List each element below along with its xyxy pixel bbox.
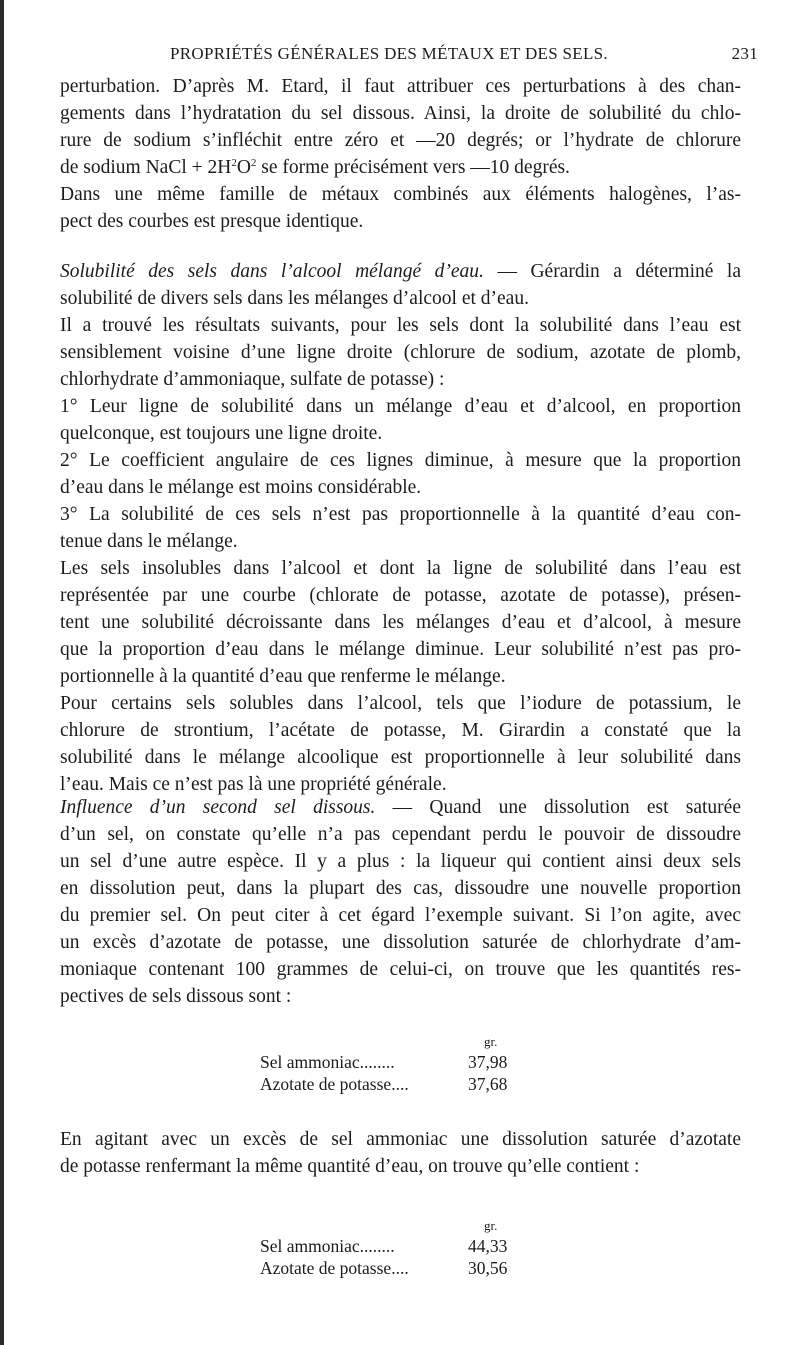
text-line: perturbation. D’après M. Etard, il faut attribuer ces perturbations à des chan- bbox=[60, 76, 741, 97]
text-line-formula: de sodium NaCl + $2H^2O^2$ se forme précisément vers —10 degrés. bbox=[60, 157, 570, 178]
text-line: Pour certains sels solubles dans l’alcool, tels que l’iodure de potassium, le bbox=[60, 693, 741, 714]
text-line: chlorhydrate d’ammoniaque, sulfate de potasse) : bbox=[60, 369, 445, 390]
text-line: portionnelle à la quantité d’eau que renferme le mélange. bbox=[60, 666, 506, 687]
text-line: En agitant avec un excès de sel ammoniac une dissolution saturée d’azotate bbox=[60, 1129, 741, 1150]
text-line: d’eau dans le mélange est moins considérable. bbox=[60, 477, 422, 498]
text-line: rure de sodium s’infléchit entre zéro et —20 degrés; or l’hydrate de chlorure bbox=[60, 130, 741, 151]
solubility-table-2 bbox=[260, 1218, 508, 1279]
text-line: tenue dans le mélange. bbox=[60, 531, 238, 552]
text-line: du premier sel. On peut citer à cet égard l’exemple suivant. Si l’on agite, avec bbox=[60, 905, 741, 926]
text-line: un excès d’azotate de potasse, une dissolution saturée de chlorhydrate d’am- bbox=[60, 932, 741, 953]
section-heading-line: Solubilité des sels dans l’alcool mélangé d’eau. — Gérardin a déterminé la bbox=[60, 261, 741, 282]
text-line: solubilité de divers sels dans les mélanges d’alcool et d’eau. bbox=[60, 288, 529, 309]
table-label: Azotate de potasse.... bbox=[260, 1074, 409, 1094]
paragraph-etard bbox=[60, 73, 741, 181]
section-alcool bbox=[60, 258, 741, 798]
section-heading: Influence d’un second sel dissous. bbox=[60, 797, 376, 818]
table-value: 37,68 bbox=[468, 1074, 508, 1094]
page-number: 231 bbox=[731, 44, 758, 63]
table-row bbox=[260, 1073, 508, 1095]
section-heading: Solubilité des sels dans l’alcool mélangé d’eau. bbox=[60, 261, 484, 282]
table-label: Azotate de potasse.... bbox=[260, 1258, 409, 1278]
text-line: pect des courbes est presque identique. bbox=[60, 211, 364, 232]
text-line: pectives de sels dissous sont : bbox=[60, 986, 292, 1007]
table-row bbox=[260, 1257, 508, 1279]
text-line: 3° La solubilité de ces sels n’est pas proportionnelle à la quantité d’eau con- bbox=[60, 504, 741, 525]
text-line: gements dans l’hydratation du sel dissous. Ainsi, la droite de solubilité du chlo- bbox=[60, 103, 741, 124]
section-second-sel bbox=[60, 794, 741, 1010]
table-label: Sel ammoniac........ bbox=[260, 1236, 395, 1256]
text-line: sensiblement voisine d’une ligne droite (chlorure de sodium, azotate de plomb, bbox=[60, 342, 741, 363]
text-line: quelconque, est toujours une ligne droite. bbox=[60, 423, 383, 444]
text-line: 1° Leur ligne de solubilité dans un mélange d’eau et d’alcool, en proportion bbox=[60, 396, 741, 417]
section-heading-line: Influence d’un second sel dissous. — Quand une dissolution est saturée bbox=[60, 797, 741, 818]
table-row bbox=[260, 1051, 508, 1073]
text-line: Dans une même famille de métaux combinés aux éléments halogènes, l’as- bbox=[60, 184, 741, 205]
table-value: 44,33 bbox=[468, 1236, 508, 1256]
text-line: solubilité dans le mélange alcoolique est proportionnelle à leur solubilité dans bbox=[60, 747, 741, 768]
text-line: représentée par une courbe (chlorate de potasse, azotate de potasse), présen- bbox=[60, 585, 741, 606]
unit-label: gr. bbox=[484, 1034, 498, 1049]
solubility-table-1 bbox=[260, 1034, 508, 1095]
running-header bbox=[60, 44, 758, 68]
paragraph-halogen bbox=[60, 181, 741, 235]
text-line: un sel d’une autre espèce. Il y a plus : la liqueur qui contient ainsi deux sels bbox=[60, 851, 741, 872]
paragraph-sel-ammoniac bbox=[60, 1126, 741, 1180]
text-line: 2° Le coefficient angulaire de ces lignes diminue, à mesure que la proportion bbox=[60, 450, 741, 471]
text-line: de potasse renfermant la même quantité d’eau, on trouve qu’elle contient : bbox=[60, 1156, 640, 1177]
text-line: chlorure de strontium, l’acétate de potasse, M. Girardin a constaté que la bbox=[60, 720, 741, 741]
text-line: Les sels insolubles dans l’alcool et dont la ligne de solubilité dans l’eau est bbox=[60, 558, 741, 579]
text-line: tent une solubilité décroissante dans les mélanges d’eau et d’alcool, à mesure bbox=[60, 612, 741, 633]
table-value: 37,98 bbox=[468, 1052, 508, 1072]
running-title: PROPRIÉTÉS GÉNÉRALES DES MÉTAUX ET DES SELS. bbox=[170, 44, 608, 63]
page-edge-shadow bbox=[0, 0, 4, 1345]
text-line: moniaque contenant 100 grammes de celui-ci, on trouve que les quantités res- bbox=[60, 959, 741, 980]
table-value: 30,56 bbox=[468, 1258, 508, 1278]
table-label: Sel ammoniac........ bbox=[260, 1052, 395, 1072]
table-row bbox=[260, 1235, 508, 1257]
text-line: Il a trouvé les résultats suivants, pour les sels dont la solubilité dans l’eau est bbox=[60, 315, 741, 336]
text-line: l’eau. Mais ce n’est pas là une propriété générale. bbox=[60, 774, 447, 795]
text-line: que la proportion d’eau dans le mélange diminue. Leur solubilité n’est pas pro- bbox=[60, 639, 741, 660]
text-line: d’un sel, on constate qu’elle n’a pas cependant perdu le pouvoir de dissoudre bbox=[60, 824, 741, 845]
unit-label: gr. bbox=[484, 1218, 498, 1233]
text-line: en dissolution peut, dans la plupart des cas, dissoudre une nouvelle proportion bbox=[60, 878, 741, 899]
